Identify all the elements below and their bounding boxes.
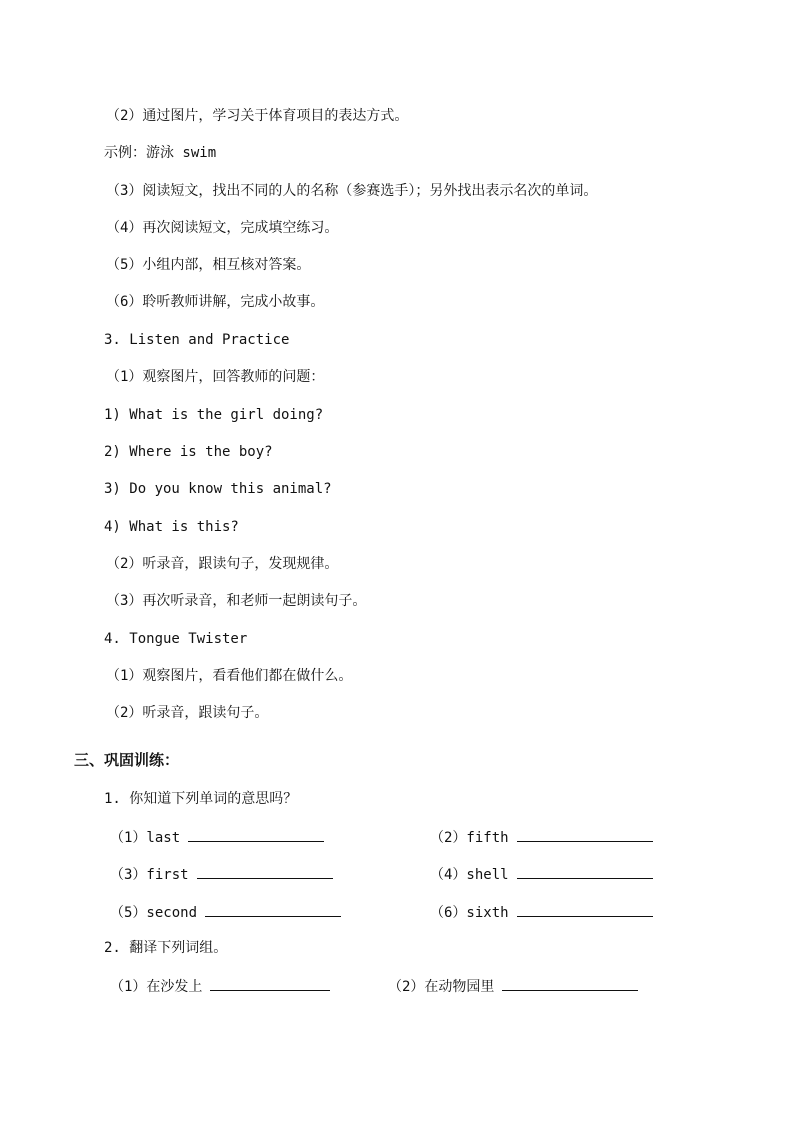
- question-1-title: 1. 你知道下列单词的意思吗？: [104, 791, 298, 807]
- answer-blank[interactable]: [502, 976, 638, 991]
- word-label: （2）fifth: [430, 830, 509, 846]
- tongue-twister-heading: 4. Tongue Twister: [104, 631, 248, 647]
- question-4-line: 4) What is this?: [104, 519, 239, 535]
- word-item: [430, 864, 653, 884]
- step-4-line: （4）再次阅读短文，完成填空练习。: [106, 220, 339, 236]
- word-item: [110, 864, 333, 884]
- listen-step-line: （2）听录音，跟读句子，发现规律。: [106, 556, 339, 572]
- word-label: （3）first: [110, 867, 189, 883]
- answer-blank[interactable]: [205, 902, 341, 917]
- step-3-line: （3）阅读短文，找出不同的人的名称（参赛选手）；另外找出表示名次的单词。: [106, 183, 598, 199]
- phrase-item: [110, 976, 330, 996]
- reread-step-line: （3）再次听录音，和老师一起朗读句子。: [106, 593, 367, 609]
- question-2-line: 2) Where is the boy?: [104, 444, 273, 460]
- step-2-line: （2）通过图片，学习关于体育项目的表达方式。: [106, 108, 409, 124]
- word-label: （6）sixth: [430, 905, 509, 921]
- question-3-line: 3) Do you know this animal?: [104, 481, 332, 497]
- word-item: [110, 827, 324, 847]
- question-1-line: 1) What is the girl doing?: [104, 407, 324, 423]
- step-5-line: （5）小组内部，相互核对答案。: [106, 257, 311, 273]
- tongue-observe-line: （1）观察图片，看看他们都在做什么。: [106, 668, 353, 684]
- word-item: [430, 827, 653, 847]
- word-item: [110, 902, 341, 922]
- answer-blank[interactable]: [210, 976, 330, 991]
- answer-blank[interactable]: [517, 902, 653, 917]
- phrase-label: （2）在动物园里: [388, 979, 495, 995]
- tongue-listen-line: （2）听录音，跟读句子。: [106, 705, 269, 721]
- answer-blank[interactable]: [188, 827, 324, 842]
- phrase-label: （1）在沙发上: [110, 979, 203, 995]
- word-label: （4）shell: [430, 867, 509, 883]
- phrase-item: [388, 976, 638, 996]
- example-line: 示例：游泳 swim: [104, 145, 217, 161]
- word-item: [430, 902, 653, 922]
- answer-blank[interactable]: [197, 864, 333, 879]
- step-6-line: （6）聆听教师讲解，完成小故事。: [106, 294, 325, 310]
- word-label: （1）last: [110, 830, 181, 846]
- question-2-title: 2. 翻译下列词组。: [104, 940, 228, 956]
- section-3-heading: 三、巩固训练：: [74, 751, 180, 769]
- word-label: （5）second: [110, 905, 198, 921]
- answer-blank[interactable]: [517, 827, 653, 842]
- observe-step-line: （1）观察图片，回答教师的问题：: [106, 369, 325, 385]
- answer-blank[interactable]: [517, 864, 653, 879]
- listen-practice-heading: 3. Listen and Practice: [104, 332, 290, 348]
